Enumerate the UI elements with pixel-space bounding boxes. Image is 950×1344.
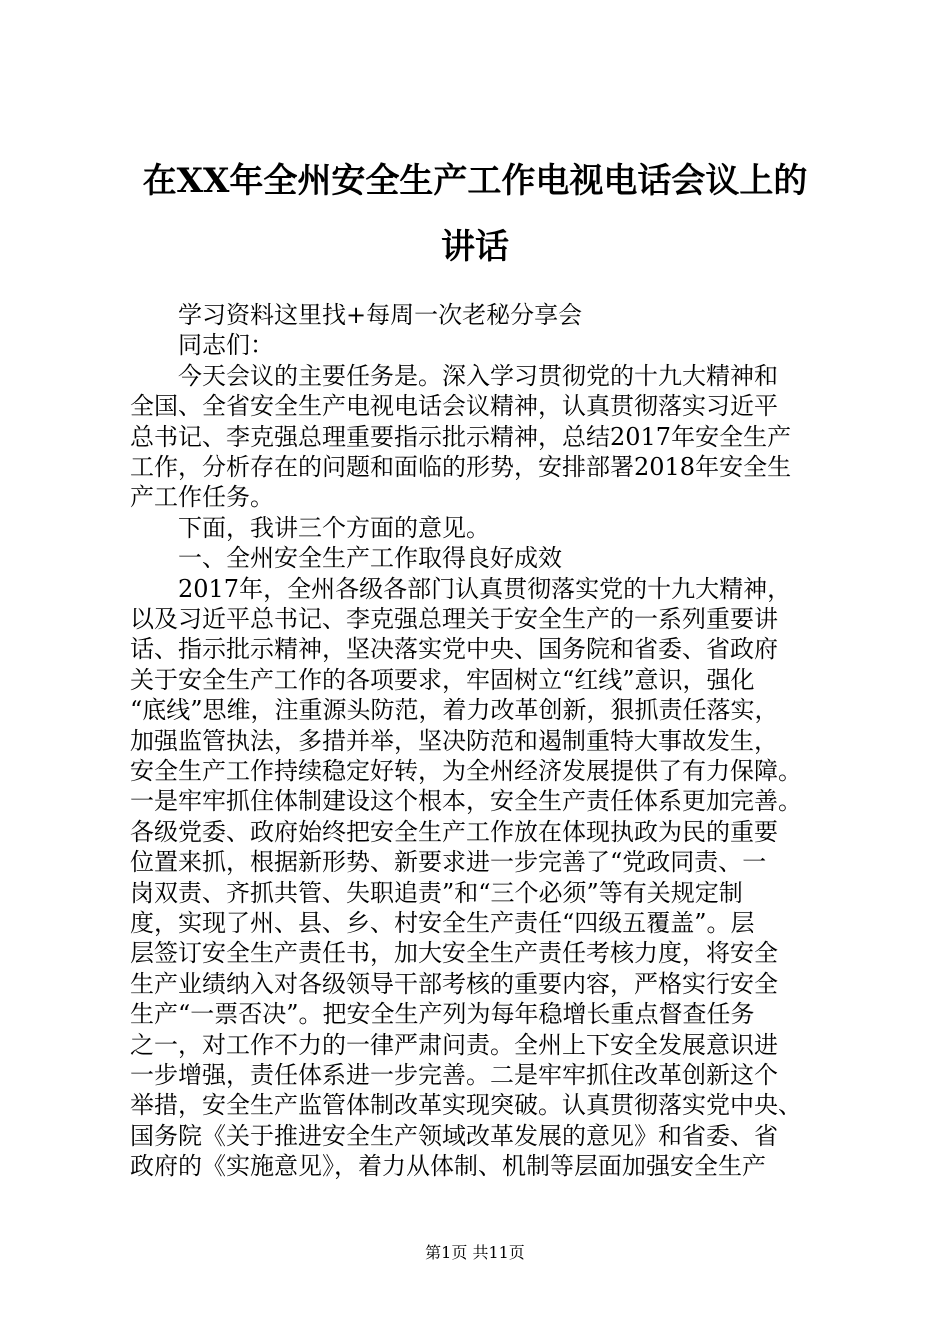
body-text-line: 一、全州安全生产工作取得良好成效 — [130, 544, 562, 573]
body-text-line: 下面，我讲三个方面的意见。 — [130, 513, 490, 542]
body-text-line: 总书记、李克强总理重要指示批示精神，总结2017年安全生产 — [130, 422, 792, 451]
body-text-line: 话、指示批示精神，坚决落实党中央、国务院和省委、省政府 — [130, 635, 778, 664]
body-text-line: 层签订安全生产责任书，加大安全生产责任考核力度，将安全 — [130, 939, 778, 968]
body-text-line: 政府的《实施意见》，着力从体制、机制等层面加强安全生产 — [130, 1152, 766, 1181]
body-text-line: 岗双责、齐抓共管、失职追责”和“三个必须”等有关规定制 — [130, 878, 743, 907]
body-text-line: 国务院《关于推进安全生产领域改革发展的意见》和省委、省 — [130, 1121, 778, 1150]
body-text-line: 加强监管执法，多措并举，坚决防范和遏制重特大事故发生， — [130, 726, 778, 755]
body-text-line: 安全生产工作持续稳定好转，为全州经济发展提供了有力保障。 — [130, 757, 802, 785]
body-text-line: 2017年，全州各级各部门认真贯彻落实党的十九大精神， — [130, 574, 792, 603]
body-text-line: 全国、全省安全生产电视电话会议精神，认真贯彻落实习近平 — [130, 392, 778, 421]
body-text-line: “底线”思维，注重源头防范，着力改革创新，狠抓责任落实， — [130, 696, 779, 725]
body-text-line: 生产业绩纳入对各级领导干部考核的重要内容，严格实行安全 — [130, 969, 778, 998]
body-text-line: 各级党委、政府始终把安全生产工作放在体现执政为民的重要 — [130, 817, 778, 846]
body-text-line: 一是牢牢抓住体制建设这个根本，安全生产责任体系更加完善。 — [130, 787, 802, 816]
body-text-line: 之一，对工作不力的一律严肃问责。全州上下安全发展意识进 — [130, 1030, 778, 1059]
body-text-line: 举措，安全生产监管体制改革实现突破。认真贯彻落实党中央、 — [130, 1091, 802, 1120]
body-text-line: 位置来抓，根据新形势、新要求进一步完善了“党政同责、一 — [130, 848, 767, 877]
body-text-line: 以及习近平总书记、李克强总理关于安全生产的一系列重要讲 — [130, 605, 778, 633]
body-text-line: 学习资料这里找+每周一次老秘分享会 — [130, 301, 583, 329]
body-text-line: 度，实现了州、县、乡、村安全生产责任“四级五覆盖”。层 — [130, 909, 755, 937]
document-title-line-1: 在XX年全州安全生产工作电视电话会议上的 — [142, 161, 808, 201]
body-text-line: 同志们： — [130, 331, 274, 360]
body-text-line: 产工作任务。 — [130, 483, 274, 512]
body-text-line: 工作，分析存在的问题和面临的形势，安排部署2018年安全生 — [130, 453, 792, 481]
body-text-line: 今天会议的主要任务是。深入学习贯彻党的十九大精神和 — [130, 361, 778, 390]
page-footer: 第1页 共11页 — [425, 1243, 525, 1262]
body-text-line: 生产“一票否决”。把安全生产列为每年稳增长重点督查任务 — [130, 1000, 755, 1029]
document-title-line-2: 讲话 — [441, 227, 509, 267]
body-text-line: 关于安全生产工作的各项要求，牢固树立“红线”意识，强化 — [130, 665, 755, 694]
body-text-line: 一步增强，责任体系进一步完善。二是牢牢抓住改革创新这个 — [130, 1061, 778, 1089]
